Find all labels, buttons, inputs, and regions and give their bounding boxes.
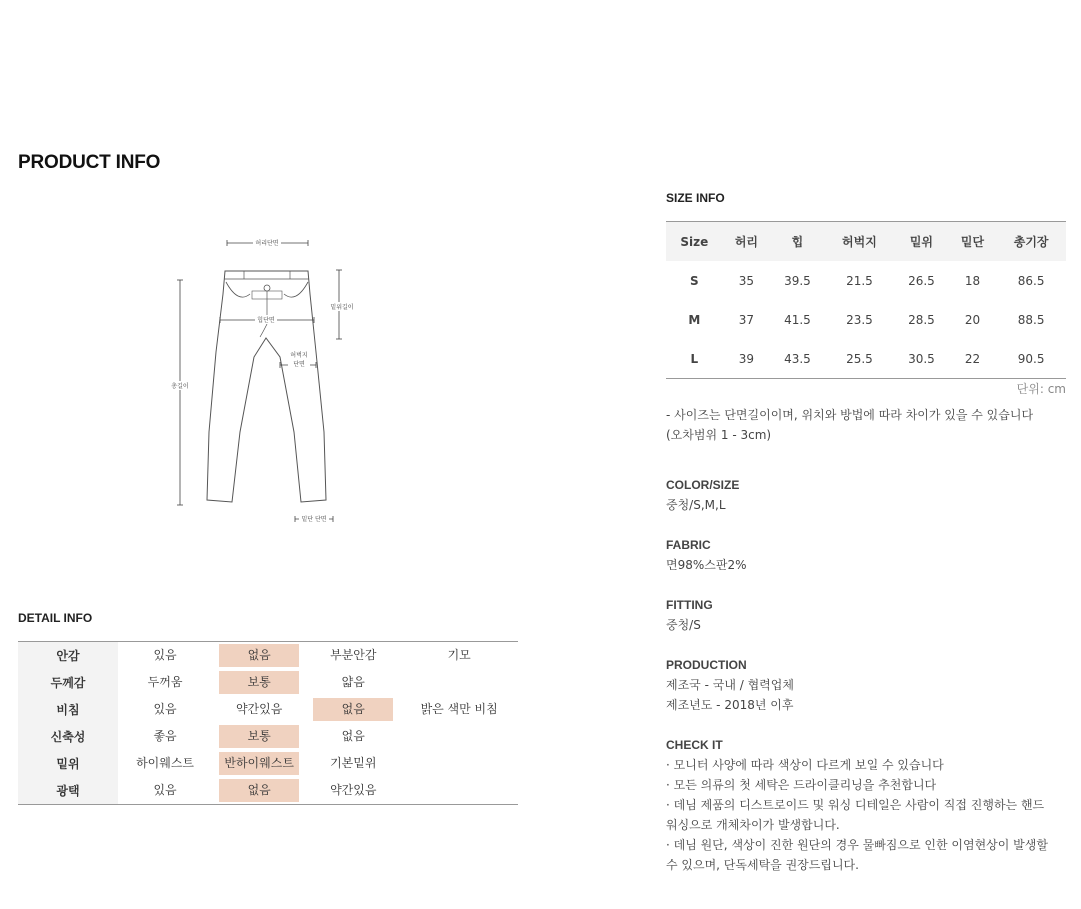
section-line: 워싱으로 개체차이가 발생합니다.: [666, 818, 840, 832]
detail-option: 없음: [341, 729, 365, 743]
size-value-cell: 86.5: [1017, 273, 1045, 288]
color-size-section: [666, 475, 1076, 515]
size-value-cell: 23.5: [846, 312, 873, 327]
detail-option-selected: 반하이웨스트: [219, 752, 299, 775]
size-table-row: [666, 261, 1066, 300]
detail-option: 약간있음: [330, 783, 377, 797]
size-table-header: 밑단: [949, 222, 997, 262]
fitting-section: [666, 595, 1076, 635]
size-table-header: 허리: [723, 222, 771, 262]
size-label-cell: S: [689, 273, 699, 288]
detail-option-cell: [400, 669, 518, 696]
detail-option-cell: [118, 750, 212, 777]
detail-option-cell: [306, 750, 400, 777]
size-value-cell: 43.5: [784, 351, 811, 366]
size-table-header: 밑위: [894, 222, 948, 262]
detail-option: 좋음: [153, 729, 177, 743]
unit-label: 단위: cm: [1016, 382, 1066, 396]
size-value-cell: 88.5: [1017, 312, 1045, 327]
size-value-cell: 28.5: [908, 312, 935, 327]
section-line: 수 있으며, 단독세탁을 권장드립니다.: [666, 858, 859, 872]
check-it-section: [666, 735, 1076, 875]
size-value-cell: 39.5: [784, 273, 811, 288]
detail-option-cell: [118, 777, 212, 805]
detail-option-cell: [212, 642, 306, 670]
pants-illustration: [160, 232, 360, 532]
detail-option: 두꺼움: [147, 675, 183, 689]
size-label-cell: L: [690, 351, 699, 366]
size-value-cell: 37: [738, 312, 755, 327]
hip-label: 힙단면: [257, 317, 275, 324]
size-value-cell: 18: [964, 273, 981, 288]
detail-option-cell: [400, 750, 518, 777]
detail-row-label: 광택: [18, 777, 118, 805]
detail-option-cell: [118, 642, 212, 670]
size-value-cell: 90.5: [1017, 351, 1045, 366]
detail-option-cell: [212, 750, 306, 777]
size-value-cell: 35: [738, 273, 755, 288]
detail-option: [419, 751, 499, 774]
size-table-row: [666, 339, 1066, 379]
detail-option: 기모: [447, 648, 471, 662]
detail-option-cell: [118, 723, 212, 750]
detail-option-cell: [118, 669, 212, 696]
detail-option: [419, 778, 499, 801]
section-title: PRODUCTION: [666, 658, 747, 672]
size-value-cell: 41.5: [784, 312, 811, 327]
size-value-cell: 25.5: [846, 351, 873, 366]
pants-measurement-diagram: [160, 232, 360, 532]
size-value-cell: 39: [738, 351, 755, 366]
section-line: 제조년도 - 2018년 이후: [666, 698, 794, 712]
detail-option-cell: [212, 723, 306, 750]
section-line: 면98%스판2%: [666, 558, 747, 572]
section-line: 제조국 - 국내 / 협력업체: [666, 678, 794, 692]
section-line: 중청/S,M,L: [666, 498, 726, 512]
detail-row-label: 두께감: [18, 669, 118, 696]
detail-row: [18, 696, 518, 723]
page-title: PRODUCT INFO: [18, 152, 161, 173]
size-note: [666, 405, 1076, 445]
detail-row: [18, 750, 518, 777]
section-line: · 데님 제품의 디스트로이드 및 워싱 디테일은 사람이 직접 진행하는 핸드: [666, 798, 1045, 812]
thigh-label-2: 단면: [293, 361, 305, 368]
section-line: · 모든 의류의 첫 세탁은 드라이클리닝을 추천합니다: [666, 778, 937, 792]
size-value-cell: 20: [964, 312, 981, 327]
section-title: FITTING: [666, 598, 713, 612]
section-title: FABRIC: [666, 538, 711, 552]
detail-option-cell: [400, 696, 518, 723]
size-table-header-row: [666, 222, 1066, 262]
detail-option: 하이웨스트: [136, 756, 195, 770]
detail-row-label: 밑위: [18, 750, 118, 777]
detail-option: [419, 724, 499, 747]
detail-option: 부분안감: [330, 648, 377, 662]
detail-option-cell: [306, 777, 400, 805]
detail-option-cell: [306, 669, 400, 696]
section-line: · 데님 원단, 색상이 진한 원단의 경우 물빠짐으로 인한 이염현상이 발생할: [666, 838, 1048, 852]
detail-row-label: 신축성: [18, 723, 118, 750]
detail-option: 밝은 색만 비침: [420, 702, 498, 716]
size-table-header: Size: [666, 222, 723, 262]
detail-option-selected: 보통: [219, 671, 299, 694]
detail-row: [18, 723, 518, 750]
detail-row: [18, 669, 518, 696]
detail-option-selected: 보통: [219, 725, 299, 748]
detail-row: [18, 777, 518, 805]
section-line: · 모니터 사양에 따라 색상이 다르게 보일 수 있습니다: [666, 758, 944, 772]
detail-option-cell: [212, 669, 306, 696]
size-table-header: 힙: [770, 222, 824, 262]
size-value-cell: 21.5: [846, 273, 873, 288]
detail-option: 기본밑위: [330, 756, 377, 770]
section-title: CHECK IT: [666, 738, 723, 752]
size-label-cell: M: [688, 312, 701, 327]
detail-option: 있음: [153, 783, 177, 797]
hem-label: 밑단 단면: [301, 516, 327, 523]
detail-option-selected: 없음: [313, 698, 393, 721]
detail-option-cell: [306, 642, 400, 670]
detail-option: 얇음: [341, 675, 365, 689]
production-section: [666, 655, 1076, 715]
size-note-line: - 사이즈는 단면길이이며, 위치와 방법에 따라 차이가 있을 수 있습니다: [666, 408, 1034, 422]
size-table-row: [666, 300, 1066, 339]
rise-label: 밑위길이: [330, 304, 354, 311]
detail-option-cell: [306, 696, 400, 723]
detail-row-label: 안감: [18, 642, 118, 670]
detail-option-cell: [400, 723, 518, 750]
section-title: COLOR/SIZE: [666, 478, 740, 492]
size-value-cell: 30.5: [908, 351, 935, 366]
detail-option-selected: 없음: [219, 644, 299, 667]
detail-option-selected: 없음: [219, 779, 299, 802]
detail-option: 있음: [153, 702, 177, 716]
size-info-table: [666, 221, 1066, 379]
size-value-cell: 26.5: [908, 273, 935, 288]
waist-label: 허리단면: [255, 240, 279, 247]
detail-row-label: 비침: [18, 696, 118, 723]
detail-row: [18, 642, 518, 670]
detail-option: 약간있음: [235, 702, 283, 716]
size-table-header: 허벅지: [825, 222, 895, 262]
size-note-line: (오차범위 1 - 3cm): [666, 428, 772, 442]
detail-option-cell: [400, 777, 518, 805]
thigh-label-1: 허벅지: [290, 352, 308, 359]
detail-option-cell: [118, 696, 212, 723]
size-info-title: SIZE INFO: [666, 191, 725, 205]
detail-info-table: [18, 641, 518, 805]
detail-option-cell: [306, 723, 400, 750]
length-label: 총길이: [171, 383, 189, 390]
detail-option: [419, 670, 499, 693]
detail-option-cell: [212, 696, 306, 723]
detail-option: 있음: [153, 648, 177, 662]
detail-info-title: DETAIL INFO: [18, 611, 93, 625]
size-value-cell: 22: [964, 351, 981, 366]
fabric-section: [666, 535, 1076, 575]
detail-option-cell: [212, 777, 306, 805]
size-table-header: 총기장: [996, 222, 1066, 262]
section-line: 중청/S: [666, 618, 701, 632]
detail-option-cell: [400, 642, 518, 670]
